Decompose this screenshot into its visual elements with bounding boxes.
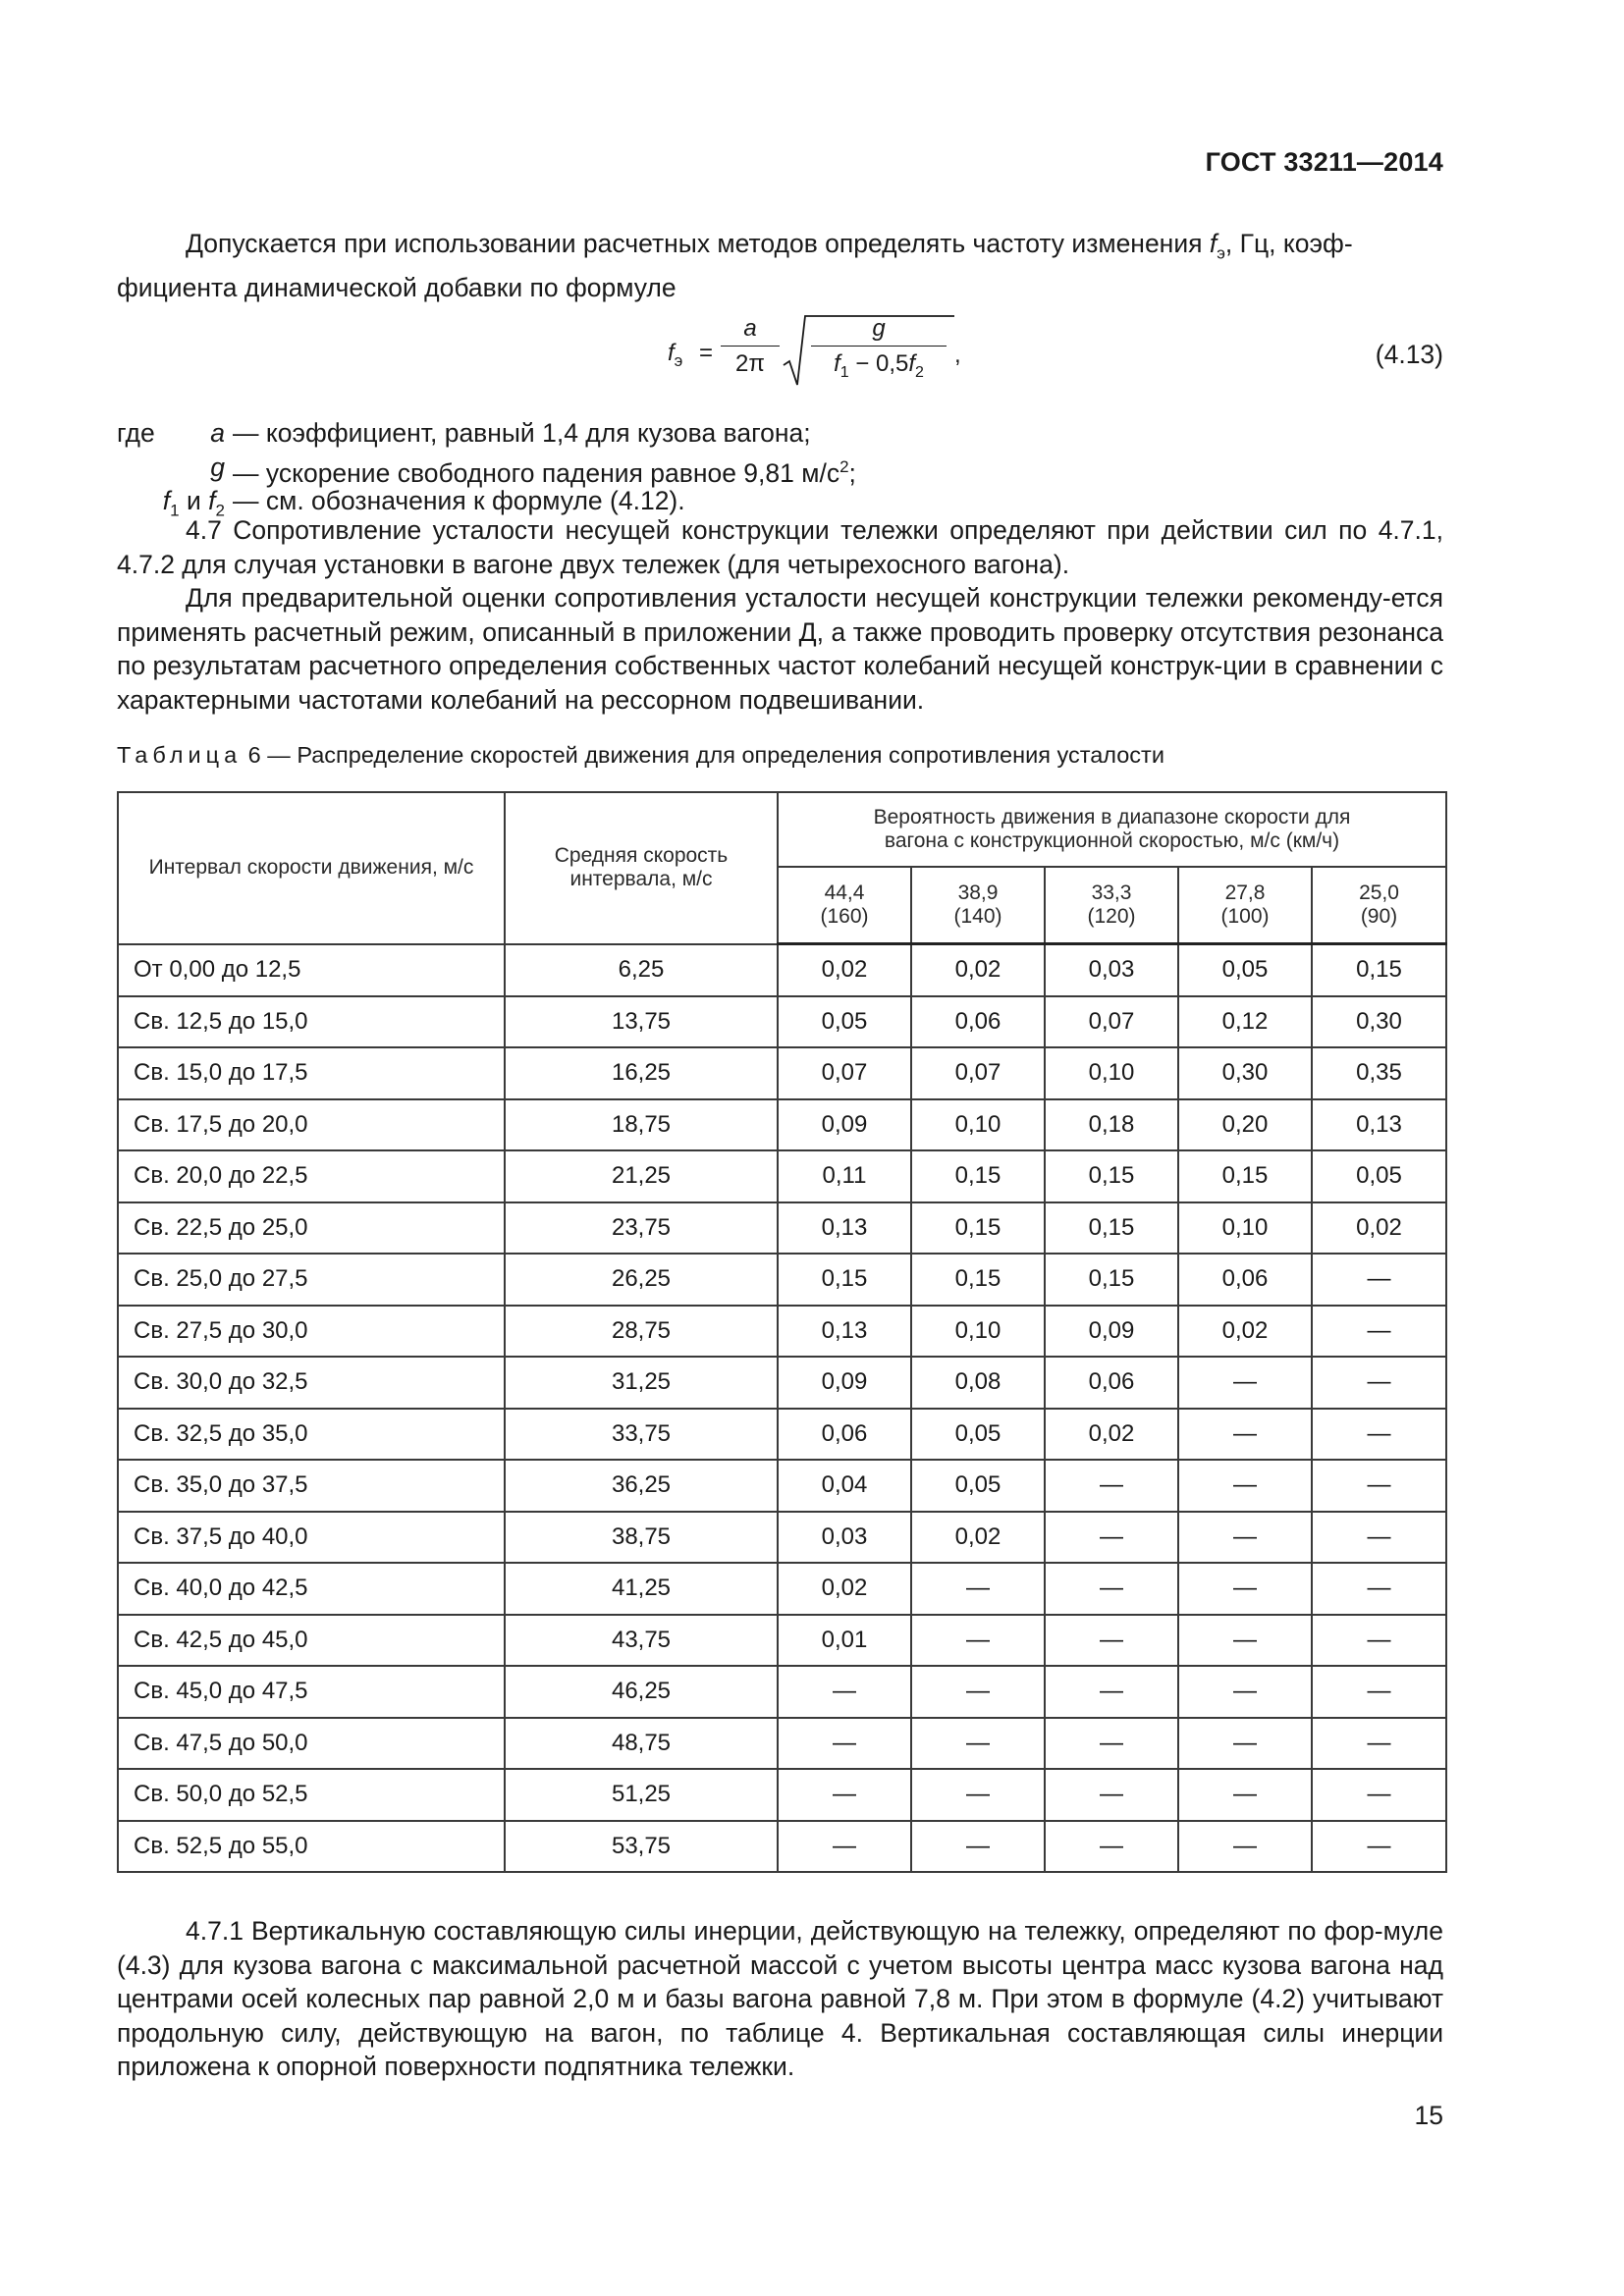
cell-probability: 0,05 (1178, 944, 1312, 996)
speed-kmh: (120) (1087, 905, 1136, 928)
cell-probability: 0,09 (778, 1357, 911, 1409)
cell-probability: 0,12 (1178, 996, 1312, 1048)
intro-line2: фициента динамической добавки по формуле (117, 272, 677, 302)
cell-probability: 0,30 (1178, 1047, 1312, 1099)
fe-symbol: f (1209, 229, 1218, 258)
cell-probability: 0,06 (1045, 1357, 1178, 1409)
cell-probability: — (1045, 1769, 1178, 1821)
cell-probability: 0,03 (778, 1512, 911, 1564)
cell-interval: Св. 47,5 до 50,0 (118, 1718, 505, 1770)
cell-probability: 0,09 (778, 1099, 911, 1151)
cell-interval: Св. 45,0 до 47,5 (118, 1666, 505, 1718)
cell-probability: 0,05 (1312, 1150, 1446, 1202)
cell-probability: 0,10 (911, 1099, 1045, 1151)
formula-number: (4.13) (1375, 340, 1443, 369)
intro-paragraph (117, 227, 1443, 304)
cell-probability: — (1178, 1615, 1312, 1667)
table-row (118, 1254, 1446, 1306)
table-caption (117, 742, 1164, 769)
definition-text: — ускорение свободного падения равное 9,81 $м/с^2$; (233, 456, 856, 488)
cell-probability: 0,15 (1178, 1150, 1312, 1202)
cell-interval: Св. 12,5 до 15,0 (118, 996, 505, 1048)
cell-interval: От 0,00 до 12,5 (118, 944, 505, 996)
cell-probability: — (911, 1563, 1045, 1615)
cell-probability: — (1045, 1666, 1178, 1718)
table-row (118, 1306, 1446, 1358)
cell-probability: 0,02 (1178, 1306, 1312, 1358)
header-interval: Интервал скорости движения, м/с (118, 792, 505, 944)
page-number: 15 (1414, 2101, 1443, 2130)
cell-average: 48,75 (505, 1718, 778, 1770)
cell-probability: — (911, 1666, 1045, 1718)
cell-probability: 0,13 (778, 1306, 911, 1358)
cell-probability: 0,15 (1045, 1150, 1178, 1202)
cell-probability: 0,15 (911, 1202, 1045, 1255)
table-row (118, 1150, 1446, 1202)
cell-probability: 0,15 (1312, 944, 1446, 996)
cell-probability: 0,13 (778, 1202, 911, 1255)
cell-probability: 0,18 (1045, 1099, 1178, 1151)
cell-probability: — (1178, 1460, 1312, 1512)
cell-interval: Св. 22,5 до 25,0 (118, 1202, 505, 1255)
table-row (118, 1202, 1446, 1255)
cell-average: 23,75 (505, 1202, 778, 1255)
fe-subscript: э (1217, 243, 1225, 263)
cell-probability: 0,09 (1045, 1306, 1178, 1358)
speed-ms: 25,0 (1359, 881, 1399, 904)
cell-probability: — (1312, 1409, 1446, 1461)
cell-probability: — (1045, 1512, 1178, 1564)
cell-average: 18,75 (505, 1099, 778, 1151)
cell-probability: 0,06 (1178, 1254, 1312, 1306)
cell-probability: 0,15 (778, 1254, 911, 1306)
speed-ms: 44,4 (824, 881, 865, 904)
cell-probability: — (778, 1666, 911, 1718)
speed-ms: 33,3 (1091, 881, 1132, 904)
cell-probability: 0,01 (778, 1615, 911, 1667)
paragraph-4-7-1: 4.7.1 Вертикальную составляющую силы инерции, действующую на тележку, определяют по фор-муле (4.3) для кузова вагона с максимальной расчетной массой с учетом высоты центра масс кузова вагона над центрами осей колесных пар равной 2,0 м и базы вагона равной 7,8 м. При этом в формуле (4.2) учитывают продольную силу, действующую на вагон, по таблице 4. Вертикальная составляющая силы инерции приложена к опорной поверхности подпятника тележки. (117, 1916, 1443, 2081)
cell-probability: — (1178, 1357, 1312, 1409)
cell-probability: 0,35 (1312, 1047, 1446, 1099)
cell-probability: — (911, 1615, 1045, 1667)
table-row (118, 944, 1446, 996)
paragraph-4-7: 4.7 Сопротивление усталости несущей конструкции тележки определяют при действии сил по 4.7.1, 4.7.2 для случая установки в вагоне двух тележек (для четырехосного вагона). (117, 515, 1443, 579)
cell-probability: 0,08 (911, 1357, 1045, 1409)
cell-interval: Св. 17,5 до 20,0 (118, 1099, 505, 1151)
header-probability: Вероятность движения в диапазоне скорости для вагона с конструкционной скоростью, м/с (км/ч) (778, 792, 1446, 867)
speed-ms: 38,9 (957, 881, 999, 904)
cell-probability: — (1178, 1666, 1312, 1718)
cell-probability: — (1312, 1254, 1446, 1306)
cell-probability: — (1045, 1718, 1178, 1770)
cell-probability: — (1178, 1769, 1312, 1821)
speed-kmh: (100) (1220, 905, 1270, 928)
cell-probability: 0,15 (911, 1150, 1045, 1202)
cell-probability: 0,15 (911, 1254, 1045, 1306)
cell-probability: — (1178, 1718, 1312, 1770)
table-row (118, 1409, 1446, 1461)
table-row (118, 1666, 1446, 1718)
cell-probability: 0,07 (911, 1047, 1045, 1099)
cell-probability: — (1312, 1666, 1446, 1718)
cell-probability: — (911, 1718, 1045, 1770)
cell-average: 46,25 (505, 1666, 778, 1718)
cell-probability: — (1312, 1821, 1446, 1873)
cell-probability: 0,02 (778, 944, 911, 996)
header-speed-3 (1178, 867, 1312, 944)
formula-comma: , (954, 342, 961, 368)
cell-probability: 0,02 (1312, 1202, 1446, 1255)
definition-symbol: a (210, 418, 225, 448)
cell-probability: — (1045, 1563, 1178, 1615)
cell-probability: — (1178, 1563, 1312, 1615)
cell-probability: 0,06 (778, 1409, 911, 1461)
paragraph-preliminary: Для предварительной оценки сопротивления усталости несущей конструкции тележки рекоменду-ется применять расчетный режим, описанный в приложении Д, а также проводить проверку отсутствия резонанса по результатам расчетного определения собственных частот колебаний несущей конструк-ции в сравнении с характерными частотами колебаний на рессорном подвешивании. (117, 583, 1443, 715)
cell-probability: — (778, 1821, 911, 1873)
cell-probability: — (1312, 1563, 1446, 1615)
cell-interval: Св. 27,5 до 30,0 (118, 1306, 505, 1358)
cell-probability: — (911, 1821, 1045, 1873)
cell-probability: — (778, 1718, 911, 1770)
speed-kmh: (90) (1360, 905, 1398, 928)
cell-probability: — (1178, 1821, 1312, 1873)
cell-probability: 0,02 (911, 1512, 1045, 1564)
definition-symbol: $f_1$ и $f_2$ (162, 486, 225, 520)
cell-probability: 0,11 (778, 1150, 911, 1202)
cell-average: 31,25 (505, 1357, 778, 1409)
cell-probability: — (1312, 1306, 1446, 1358)
table-row (118, 1821, 1446, 1873)
cell-probability: 0,04 (778, 1460, 911, 1512)
cell-average: 33,75 (505, 1409, 778, 1461)
table-row (118, 1047, 1446, 1099)
definition-symbol: g (210, 452, 225, 482)
cell-interval: Св. 50,0 до 52,5 (118, 1769, 505, 1821)
speed-ms: 27,8 (1224, 881, 1266, 904)
header-speed-1 (911, 867, 1045, 944)
cell-probability: 0,03 (1045, 944, 1178, 996)
intro-text: Допускается при использовании расчетных методов определять частоту изменения (186, 229, 1203, 258)
cell-average: 43,75 (505, 1615, 778, 1667)
intro-tail: , Гц, коэф- (1224, 229, 1353, 258)
cell-average: 36,25 (505, 1460, 778, 1512)
cell-probability: 0,02 (911, 944, 1045, 996)
formula-fraction-g (811, 312, 947, 380)
definition-text: — коэффициент, равный 1,4 для кузова вагона; (233, 418, 811, 448)
cell-probability: — (1312, 1718, 1446, 1770)
cell-average: 41,25 (505, 1563, 778, 1615)
cell-interval: Св. 25,0 до 27,5 (118, 1254, 505, 1306)
cell-probability: 0,06 (911, 996, 1045, 1048)
table-speed-distribution (117, 791, 1447, 1873)
cell-interval: Св. 32,5 до 35,0 (118, 1409, 505, 1461)
table-row (118, 1099, 1446, 1151)
formula-num-g: g (872, 315, 886, 342)
cell-average: 21,25 (505, 1150, 778, 1202)
cell-interval: Св. 37,5 до 40,0 (118, 1512, 505, 1564)
cell-probability: 0,05 (911, 1460, 1045, 1512)
table-row (118, 1460, 1446, 1512)
table-row (118, 1357, 1446, 1409)
cell-average: 6,25 (505, 944, 778, 996)
table-row (118, 1615, 1446, 1667)
cell-probability: — (1045, 1821, 1178, 1873)
cell-interval: Св. 20,0 до 22,5 (118, 1150, 505, 1202)
formula-num-a: a (743, 315, 757, 342)
table-caption-text: 6 — Распределение скоростей движения для определения сопротивления усталости (242, 742, 1164, 768)
cell-probability: 0,10 (1178, 1202, 1312, 1255)
cell-average: 51,25 (505, 1769, 778, 1821)
definition-where: где (117, 418, 155, 448)
cell-probability: — (1178, 1512, 1312, 1564)
table-row (118, 996, 1446, 1048)
table-row (118, 1718, 1446, 1770)
cell-average: 53,75 (505, 1821, 778, 1873)
cell-probability: 0,07 (1045, 996, 1178, 1048)
cell-interval: Св. 30,0 до 32,5 (118, 1357, 505, 1409)
formula-den-f1-f2: $f_1 - 0,5f_2$ (834, 350, 924, 381)
cell-probability: — (1312, 1615, 1446, 1667)
cell-probability: 0,07 (778, 1047, 911, 1099)
cell-interval: Св. 42,5 до 45,0 (118, 1615, 505, 1667)
cell-probability: — (911, 1769, 1045, 1821)
cell-probability: 0,15 (1045, 1254, 1178, 1306)
cell-probability: — (1312, 1512, 1446, 1564)
speed-kmh: (140) (953, 905, 1002, 928)
formula-sqrt (782, 312, 958, 391)
cell-average: 26,25 (505, 1254, 778, 1306)
cell-probability: 0,13 (1312, 1099, 1446, 1151)
header-speed-0 (778, 867, 911, 944)
cell-probability: 0,05 (778, 996, 911, 1048)
cell-probability: 0,02 (1045, 1409, 1178, 1461)
cell-interval: Св. 35,0 до 37,5 (118, 1460, 505, 1512)
cell-probability: 0,30 (1312, 996, 1446, 1048)
cell-average: 13,75 (505, 996, 778, 1048)
document-header: ГОСТ 33211—2014 (1205, 147, 1443, 177)
cell-probability: 0,05 (911, 1409, 1045, 1461)
cell-probability: 0,02 (778, 1563, 911, 1615)
cell-probability: — (1312, 1357, 1446, 1409)
table-row (118, 1563, 1446, 1615)
cell-average: 28,75 (505, 1306, 778, 1358)
table-caption-word: Таблица (117, 742, 243, 768)
cell-interval: Св. 15,0 до 17,5 (118, 1047, 505, 1099)
header-speed-4 (1312, 867, 1446, 944)
cell-probability: — (778, 1769, 911, 1821)
speed-kmh: (160) (820, 905, 869, 928)
cell-average: 16,25 (505, 1047, 778, 1099)
cell-probability: — (1045, 1460, 1178, 1512)
cell-probability: — (1312, 1460, 1446, 1512)
cell-interval: Св. 52,5 до 55,0 (118, 1821, 505, 1873)
definition-text: — см. обозначения к формуле (4.12). (233, 486, 685, 515)
cell-average: 38,75 (505, 1512, 778, 1564)
cell-interval: Св. 40,0 до 42,5 (118, 1563, 505, 1615)
cell-probability: 0,10 (1045, 1047, 1178, 1099)
cell-probability: 0,15 (1045, 1202, 1178, 1255)
cell-probability: 0,20 (1178, 1099, 1312, 1151)
formula-den-2pi: 2π (735, 350, 765, 377)
cell-probability: — (1312, 1769, 1446, 1821)
formula-fraction-a-2pi (721, 312, 780, 380)
header-average-speed: Средняя скорость интервала, м/с (505, 792, 778, 944)
formula-4-13 (660, 312, 974, 400)
formula-lhs: $f_э$ (668, 340, 683, 370)
cell-probability: 0,10 (911, 1306, 1045, 1358)
table-row (118, 1512, 1446, 1564)
cell-probability: — (1045, 1615, 1178, 1667)
cell-probability: — (1178, 1409, 1312, 1461)
header-speed-2 (1045, 867, 1178, 944)
formula-equals: = (699, 340, 714, 366)
table-row (118, 1769, 1446, 1821)
